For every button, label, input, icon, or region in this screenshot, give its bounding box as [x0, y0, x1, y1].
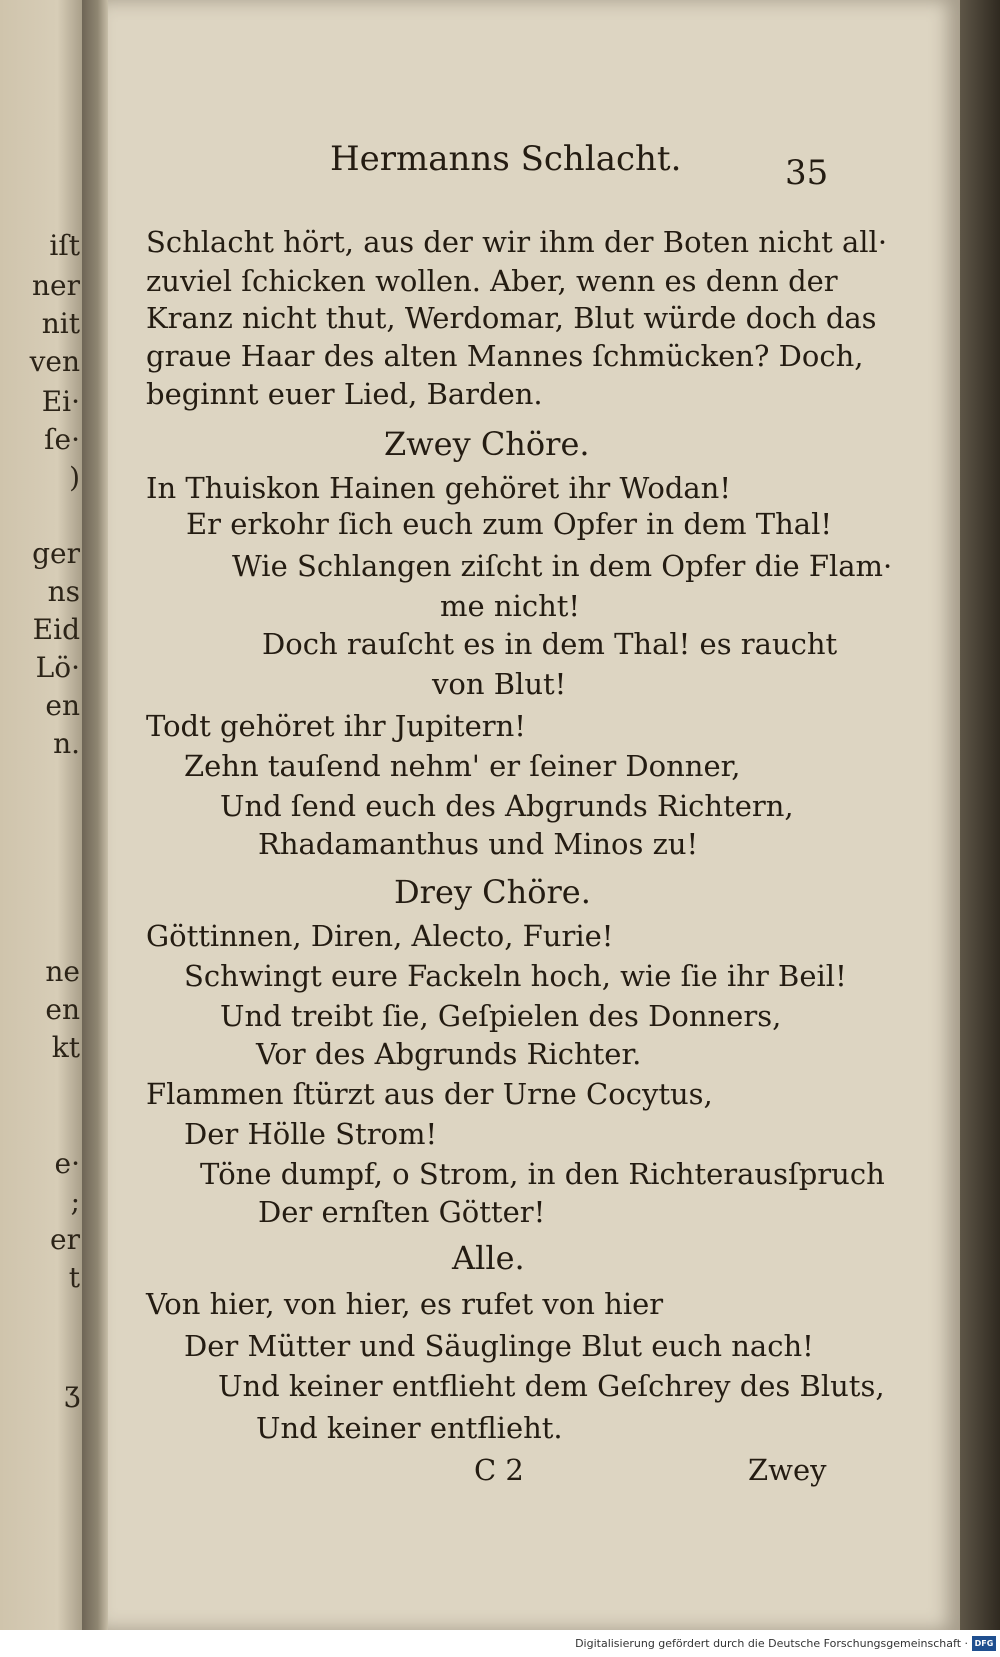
dfg-logo: DFG — [972, 1636, 996, 1651]
text-line: zuviel ſchicken wollen. Aber, wenn es denn der — [146, 264, 838, 298]
verse-line: Rhadamanthus und Minos zu! — [258, 827, 699, 861]
text-line: Schlacht hört, aus der wir ihm der Boten nicht all· — [146, 225, 888, 259]
left-page-fragment: nit — [41, 307, 80, 340]
text-line: beginnt euer Lied, Barden. — [146, 377, 543, 411]
verse-line: Er erkohr ſich euch zum Opfer in dem Thal! — [186, 507, 833, 541]
verse-line: Töne dumpf, o Strom, in den Richterausſpruch — [200, 1157, 885, 1191]
left-page-fragment: kt — [51, 1031, 80, 1064]
left-page-fragment: ne — [45, 955, 80, 988]
left-page-fragment: ; — [70, 1185, 80, 1218]
verse-line: Der ernſten Götter! — [258, 1195, 546, 1229]
left-page-fragment: en — [45, 993, 80, 1026]
book-gutter — [82, 0, 108, 1657]
left-page-fragment: en — [45, 689, 80, 722]
left-page-strip — [0, 0, 82, 1657]
left-page-fragment: er — [50, 1223, 80, 1256]
left-page-fragment: Ei· — [41, 385, 80, 418]
verse-line: Doch rauſcht es in dem Thal! es raucht — [262, 627, 838, 661]
verse-line: Und keiner entflieht. — [256, 1411, 563, 1445]
running-title: Hermanns Schlacht. — [330, 139, 682, 179]
verse-line: Göttinnen, Diren, Alecto, Furie! — [146, 919, 614, 953]
verse-line: In Thuiskon Hainen gehöret ihr Wodan! — [146, 471, 731, 505]
left-page-fragment: n. — [53, 727, 80, 760]
text-line: Kranz nicht thut, Werdomar, Blut würde doch das — [146, 301, 877, 335]
verse-line: Der Hölle Strom! — [184, 1117, 438, 1151]
verse-line: Wie Schlangen ziſcht in dem Opfer die Flam· — [232, 549, 893, 583]
verse-line: Zehn tauſend nehm' er ſeiner Donner, — [184, 749, 741, 783]
verse-line: Schwingt eure Fackeln hoch, wie ſie ihr Beil! — [184, 959, 847, 993]
verse-line: Todt gehöret ihr Jupitern! — [146, 709, 526, 743]
left-page-fragment: iſt — [49, 229, 80, 262]
signature-mark: C 2 — [474, 1453, 524, 1487]
left-page-fragment: ger — [32, 537, 80, 570]
section-heading: Zwey Chöre. — [384, 425, 590, 463]
section-heading: Alle. — [452, 1239, 525, 1277]
verse-line: Und ſend euch des Abgrunds Richtern, — [220, 789, 794, 823]
verse-line: Der Mütter und Säuglinge Blut euch nach! — [184, 1329, 814, 1363]
left-page-fragment: Lö· — [35, 651, 80, 684]
verse-line: von Blut! — [432, 667, 567, 701]
page-number: 35 — [785, 153, 829, 193]
left-page-fragment: ner — [32, 269, 80, 302]
verse-line: Von hier, von hier, es rufet von hier — [146, 1287, 664, 1321]
verse-line: Flammen ſtürzt aus der Urne Cocytus, — [146, 1077, 713, 1111]
verse-line: me nicht! — [440, 589, 581, 623]
catchword: Zwey — [748, 1453, 827, 1487]
left-page-fragment: ) — [69, 461, 80, 494]
left-page-fragment: ven — [29, 345, 80, 378]
left-page-fragment: ns — [47, 575, 80, 608]
text-line: graue Haar des alten Mannes ſchmücken? Doch, — [146, 339, 864, 373]
left-page-fragment: t — [68, 1261, 80, 1294]
left-page-fragment: ſe· — [44, 423, 80, 456]
verse-line: Und keiner entflieht dem Geſchrey des Bluts, — [218, 1369, 885, 1403]
section-heading: Drey Chöre. — [394, 873, 591, 911]
page-edge — [960, 0, 1000, 1630]
left-page-fragment: e· — [54, 1147, 80, 1180]
left-page-fragment: ʒ — [64, 1375, 80, 1408]
verse-line: Und treibt ſie, Geſpielen des Donners, — [220, 999, 782, 1033]
digitization-credit: Digitalisierung gefördert durch die Deutsche Forschungsgemeinschaft · — [575, 1637, 968, 1650]
verse-line: Vor des Abgrunds Richter. — [256, 1037, 642, 1071]
left-page-fragment: Eid — [32, 613, 80, 646]
